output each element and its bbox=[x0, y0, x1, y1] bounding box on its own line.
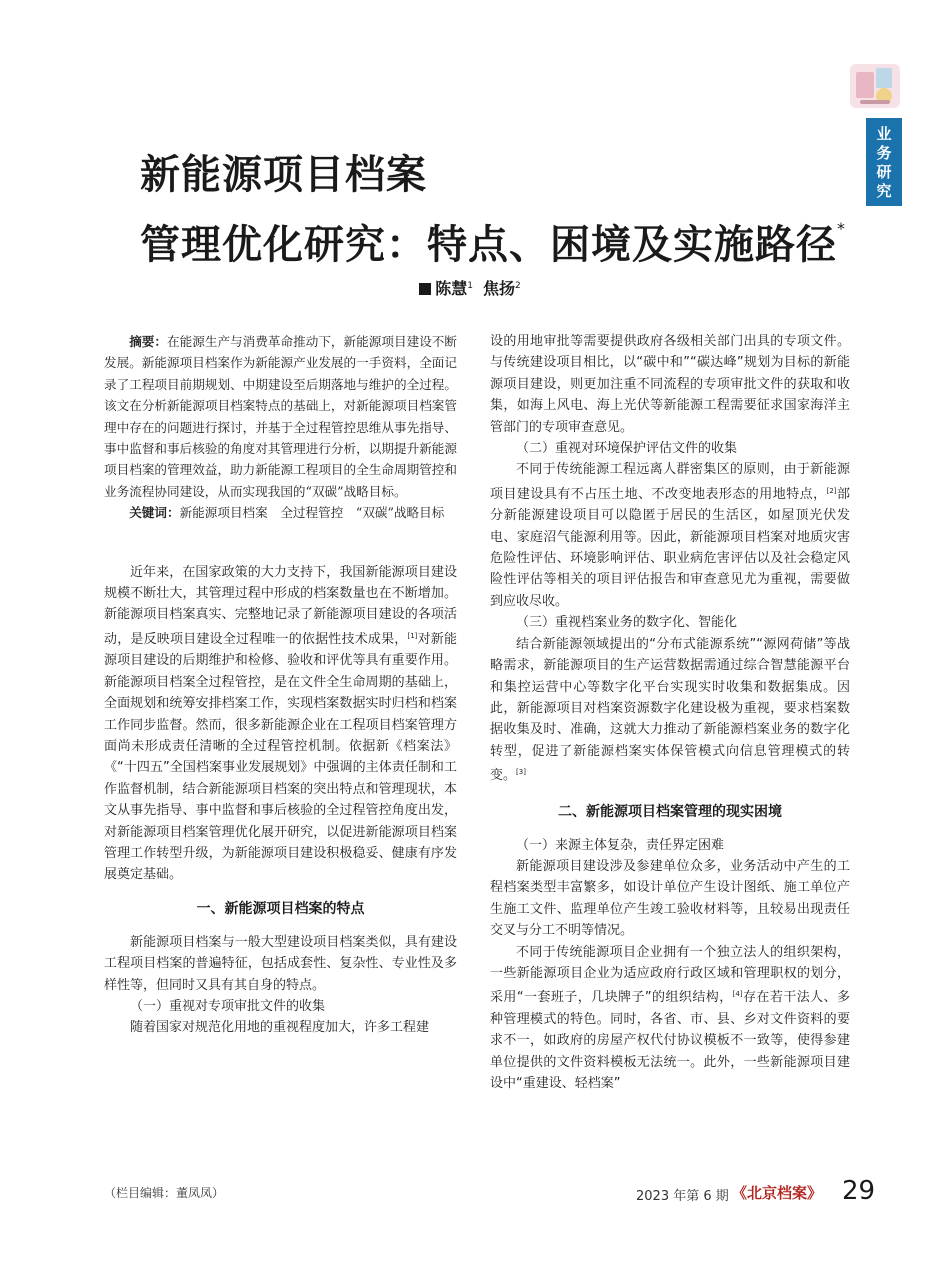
body-paragraph: 新能源项目档案与一般大型建设项目档案类似，具有建设工程项目档案的普遍特征，包括成套性、复杂性、专业性及多样性等，但同时又具有其自身的特点。 bbox=[104, 934, 457, 993]
issue-label: 2023 年第 6 期 bbox=[636, 1189, 729, 1204]
author-square-marker bbox=[419, 283, 431, 295]
title-line-1: 新能源项目档案 bbox=[140, 152, 427, 198]
citation-ref: [2] bbox=[826, 486, 837, 495]
section-tab-char: 研 bbox=[876, 163, 892, 181]
decorative-illustration bbox=[846, 58, 904, 112]
title-line-2-text: 管理优化研究：特点、困境及实施路径 bbox=[140, 222, 837, 268]
body-paragraph: 设的用地审批等需要提供政府各级相关部门出具的专项文件。与传统建设项目相比，以“碳中和”“碳达峰”规划为目标的新能源项目建设，则更加注重不同流程的专项审批文件的获取和收集，如海上风电、海上光伏等新能源工程需要征求国家海洋主管部门的专项审查意见。 bbox=[490, 334, 850, 435]
subsection-heading: （二）重视对环境保护评估文件的收集 bbox=[516, 441, 738, 457]
section-tab-char: 务 bbox=[876, 144, 892, 162]
subsection-heading: （一）来源主体复杂，责任界定困难 bbox=[516, 837, 725, 853]
section-tab-char: 究 bbox=[876, 182, 892, 200]
body-paragraph: 不同于传统能源工程远离人群密集区的原则，由于新能源项目建设具有不占压土地、不改变地表形态的用地特点，[2]部分新能源建设项目可以隐匿于居民的生活区，如屋顶光伏发电、家庭沼气能源利用等。因此，新能源项目档案对地质灾害危险性评估、环境影响评估、职业病危害评估以及社会稳定风险性评估等相关的项目评估报告和审查意见尤为重视，需要做到应收尽收。 bbox=[490, 462, 850, 609]
page-number: 29 bbox=[842, 1176, 876, 1206]
body-paragraph: 结合新能源领域提出的“分布式能源系统”“源网荷储”等战略需求，新能源项目的生产运营数据需通过综合智慧能源平台和集控运营中心等数字化平台实现实时收集和数据集成。因此，新能源项目对档案资源数字化建设极为重视，要求档案数据收集及时、准确，这就大力推动了新能源档案业务的数字化转型，促进了新能源档案实体保管模式向信息管理模式的转变。[3] bbox=[490, 636, 850, 784]
title-footnote-mark: * bbox=[837, 219, 846, 238]
keywords-label: 关键词： bbox=[129, 505, 180, 521]
citation-ref: [4] bbox=[732, 990, 743, 999]
section-heading: 二、新能源项目档案管理的现实困境 bbox=[558, 803, 782, 820]
subsection-heading: （三）重视档案业务的数字化、智能化 bbox=[516, 615, 738, 631]
author-name: 陈慧 bbox=[435, 279, 468, 298]
section-tab-char: 业 bbox=[876, 125, 892, 143]
subsection-heading: （一）重视对专项审批文件的收集 bbox=[130, 998, 326, 1014]
column-left bbox=[104, 331, 457, 1039]
journal-name: 《北京档案》 bbox=[732, 1184, 823, 1202]
article-title bbox=[140, 148, 846, 272]
body-paragraph: 近年来，在国家政策的大力支持下，我国新能源项目建设规模不断壮大，其管理过程中形成的档案数量也在不断增加。新能源项目档案真实、完整地记录了新能源项目建设的各项活动，是反映项目建设全过程唯一的依据性技术成果，[1]对新能源项目建设的后期维护和检修、验收和评优等具有重要作用。新能源项目档案全过程管控，是在文件全生命周期的基础上，全面规划和统筹安排档案工作，实现档案数据实时归档和档案工作同步监督。然而，很多新能源企业在工程项目档案管理方面尚未形成责任清晰的全过程管控机制。依据新《档案法》《“十四五”全国档案事业发展规划》中强调的主体责任制和工作监督机制，结合新能源项目档案的突出特点和管理现状，本文从事先指导、事中监督和事后核验的全过程管控角度出发，对新能源项目档案管理优化展开研究，以促进新能源项目档案管理工作转型升级，为新能源项目建设积极稳妥、健康有序发展奠定基础。 bbox=[104, 564, 457, 883]
citation-ref: [1] bbox=[407, 631, 418, 640]
author-affiliation: 1 bbox=[467, 280, 473, 291]
abstract-text: 在能源生产与消费革命推动下，新能源项目建设不断发展。新能源项目档案作为新能源产业发展的一手资料，全面记录了工程项目前期规划、中期建设至后期落地与维护的全过程。该文在分析新能源项目档案特点的基础上，对新能源项目档案管理中存在的问题进行探讨，并基于全过程管控思维从事先指导、事中监督和事后核验的角度对其管理进行分析，以期提升新能源项目档案的管理效益，助力新能源工程项目的全生命周期管控和业务流程协同建设，从而实现我国的“双碳”战略目标。 bbox=[104, 334, 458, 499]
title-line-2 bbox=[140, 202, 846, 272]
section-heading: 一、新能源项目档案的特点 bbox=[196, 900, 365, 917]
author-name: 焦扬 bbox=[483, 279, 516, 298]
author-affiliation: 2 bbox=[515, 280, 521, 291]
column-right bbox=[490, 331, 850, 1094]
abstract bbox=[104, 331, 457, 502]
section-tab bbox=[866, 118, 902, 206]
keywords-text: 新能源项目档案 全过程管控 “双碳”战略目标 bbox=[179, 505, 445, 521]
body-paragraph: 新能源项目建设涉及参建单位众多，业务活动中产生的工程档案类型丰富繁多，如设计单位产生设计图纸、施工单位产生施工文件、监理单位产生竣工验收材料等，且较易出现责任交叉与分工不明等情况。 bbox=[490, 858, 850, 939]
citation-ref: [3] bbox=[516, 768, 526, 777]
abstract-label: 摘要： bbox=[129, 334, 168, 349]
page-footer bbox=[620, 1178, 874, 1208]
column-editor: （栏目编辑：董凤凤） bbox=[104, 1186, 225, 1200]
body-paragraph: 不同于传统能源项目企业拥有一个独立法人的组织架构，一些新能源项目企业为适应政府行政区域和管理职权的划分，采用“一套班子，几块牌子”的组织结构，[4]存在若干法人、多种管理模式的特色。同时，各省、市、县、乡对文件资料的要求不一，如政府的房屋产权代付协议模板不一致等，使得参建单位提供的文件资料模板无法统一。此外，一些新能源项目建设中“重建设、轻档案” bbox=[490, 944, 850, 1091]
keywords bbox=[104, 502, 457, 523]
author-line bbox=[0, 276, 950, 299]
body-paragraph: 随着国家对规范化用地的重视程度加大，许多工程建 bbox=[130, 1020, 430, 1036]
